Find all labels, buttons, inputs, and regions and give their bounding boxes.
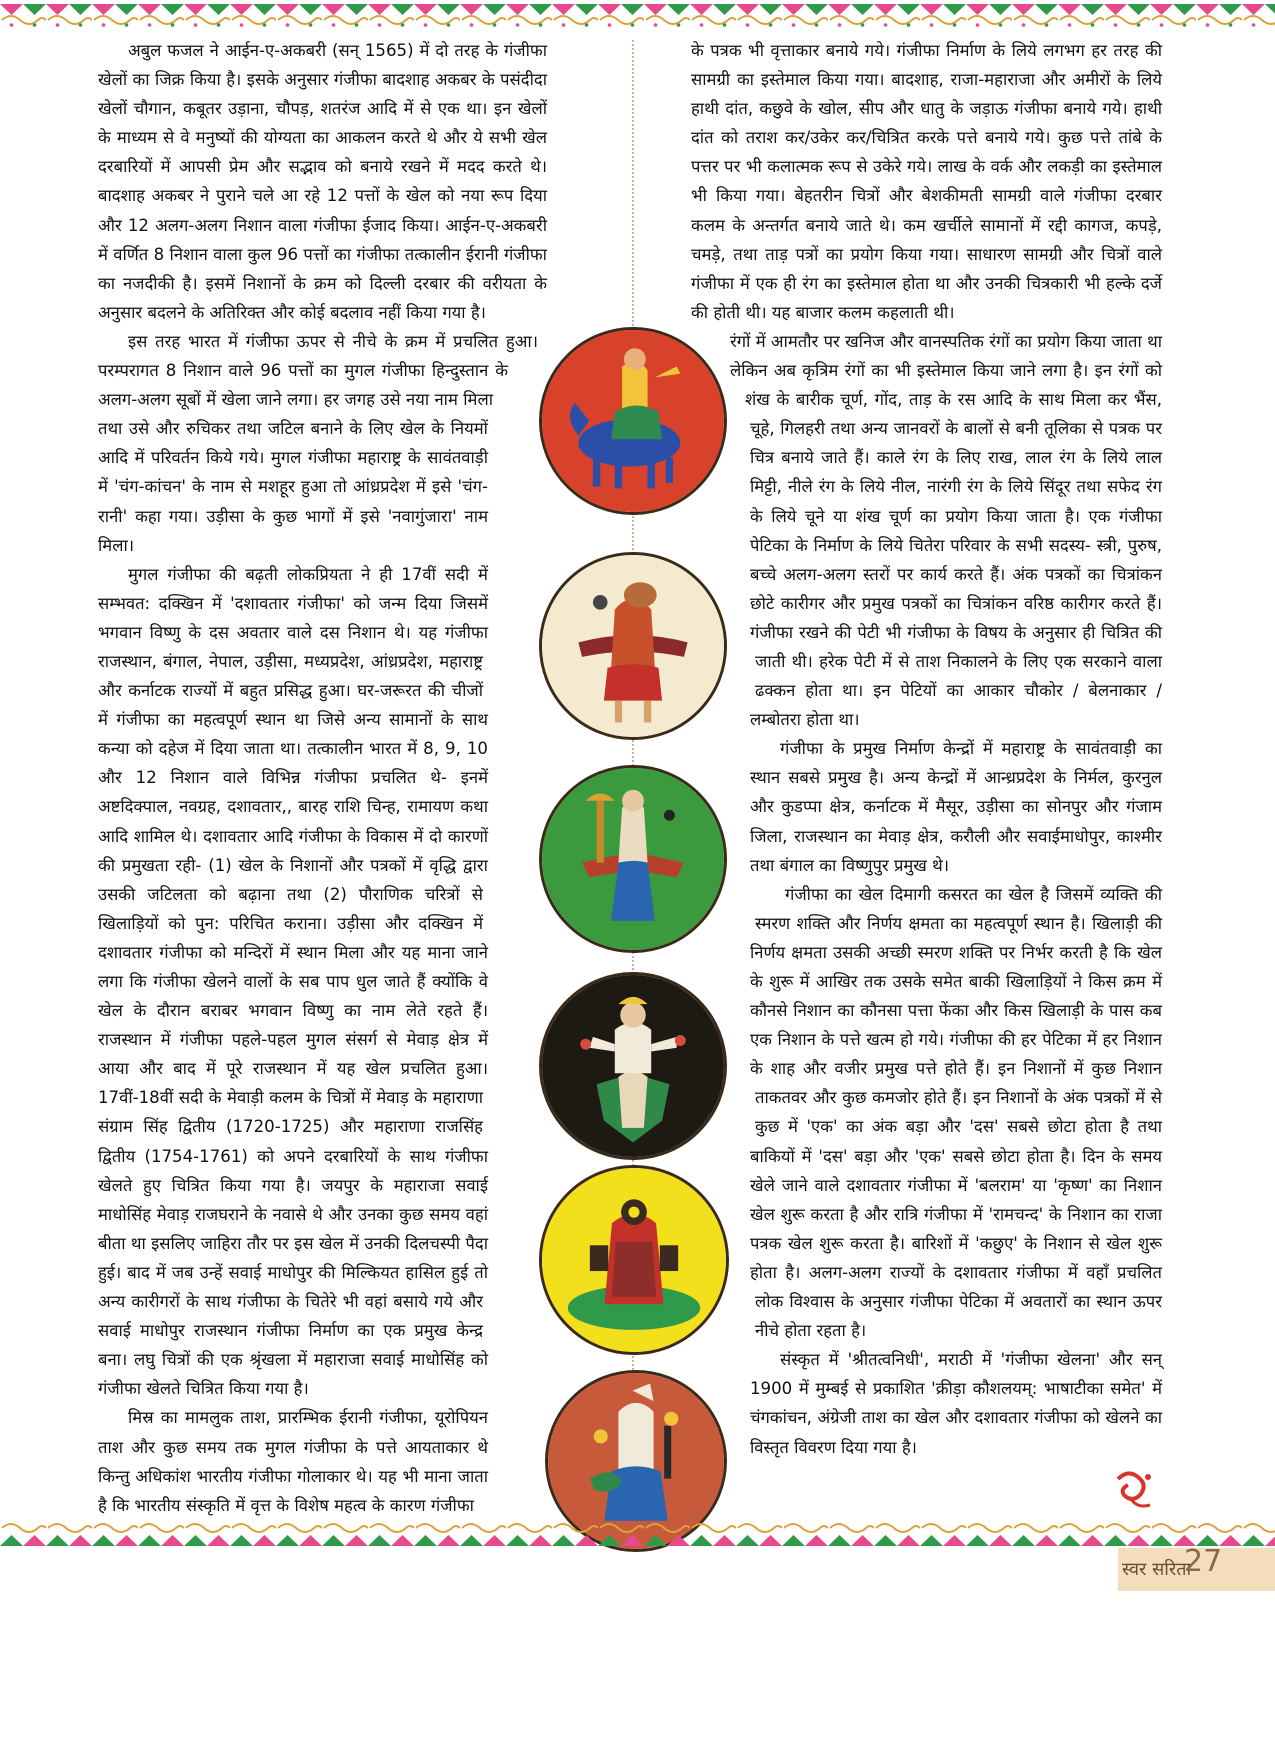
left-paragraph-1: अबुल फजल ने आईन-ए-अकबरी (सन् 1565) में दो तरह के गंजीफा खेलों का जिक्र किया है। इसके अनुसार गंजीफा बादशाह अकबर के पसंदीदा खेलों चौगान, कबूतर उड़ाना, चौपड़, शतरंज आदि में से एक था। इन खेलों के माध्यम से वे मनुष्यों की योग्यता का आकलन करते थे और ये सभी खेल दरबारियों में आपसी प्रेम और सद्भाव को बनाये रखने में मदद करते थे। बादशाह अकबर ने पुराने चले आ रहे 12 पत्तों के खेल को नया रूप दिया और 12 अलग-अलग निशान वाला गंजीफा ईजाद किया। आईन-ए-अकबरी में वर्णित 8 निशान वाला कुल 96 पत्तों का गंजीफा तत्कालीन ईरानी गंजीफा का नजदीकी है। इसमें निशानों के क्रम को दिल्ली दरबार की वरीयता के अनुसार बदलने के अतिरिक्त और कोई बदलाव नहीं किया गया है। <box>98 41 547 322</box>
right-paragraph-2: रंगों में आमतौर पर खनिज और वानस्पतिक रंगों का प्रयोग किया जाता था लेकिन अब कृत्रिम रंगों का भी इस्तेमाल किया जाने लगा है। इन रंगों को शंख के बारीक चूर्ण, गोंद, ताड़ के रस आदि के साथ मिला कर भैंस, चूहे, गिलहरी तथा अन्य जानवरों के बालों से बनी तूलिका से पत्रक पर चित्र बनाये जाते हैं। काले रंग के लिए राख, लाल रंग के लिये लाल मिट्टी, नीले रंग के लिये नील, नारंगी रंग के लिये सिंदूर तथा सफेद रंग के लिये चूने या शंख चूर्ण का प्रयोग किया जाता है। एक गंजीफा पेटिका के निर्माण के लिये चितेरा परिवार के सभी सदस्य- स्त्री, पुरुष, बच्चे अलग-अलग स्तरों पर कार्य करते हैं। अंक पत्रकों का चित्रांकन छोटे कारीगर और प्रमुख पत्रकों का चित्रांकन वरिष्ठ कारीगर करते हैं। गंजीफा रखने की पेटी भी गंजीफा के विषय के अनुसार ही चित्रित की जाती थी। हरेक पेटी में से ताश निकालने के लिए एक सरकाने वाला ढक्कन होता था। इन पेटियों का आकार चौकोर / बेलनाकार / लम्बोतरा होता था। <box>730 331 1162 730</box>
left-paragraph-4: मिस्र का मामलुक ताश, प्रारम्भिक ईरानी गंजीफा, यूरोपियन ताश और कुछ समय तक मुगल गंजीफा के पत्ते आयताकार थे किन्तु अधिकांश भारतीय गंजीफा गोलाकार थे। यह भी माना जाता है कि भारतीय संस्कृति में वृत्त के विशेष महत्व के कारण गंजीफा <box>98 1408 488 1515</box>
roundel-tortoise-avatar <box>539 1165 729 1355</box>
left-paragraph-3: मुगल गंजीफा की बढ़ती लोकप्रियता ने ही 17वीं सदी में सम्भवत: दक्खिन में 'दशावतार गंजीफा' को जन्म दिया जिसमें भगवान विष्णु के दस अवतार वाले दस निशान थे। यह गंजीफा राजस्थान, बंगाल, नेपाल, उड़ीसा, मध्यप्रदेश, आंध्रप्रदेश, महाराष्ट्र और कर्नाटक राज्यों में बहुत प्रसिद्ध हुआ। घर-जरूरत की चीजों में गंजीफा का महत्वपूर्ण स्थान था जिसे अन्य सामानों के साथ कन्या को दहेज में दिया जाता था। तत्कालीन भारत में 8, 9, 10 और 12 निशान वाले विभिन्न गंजीफा प्रचलित थे- इनमें अष्टदिक्पाल, नवग्रह, दशावतार,, बारह राशि चिन्ह, रामायण कथा आदि शामिल थे। दशावतार आदि गंजीफा के विकास में दो कारणों की प्रमुखता रही- (1) खेल के निशानों और पत्रकों में वृद्धि द्वारा उसकी जटिलता को बढ़ाना तथा (2) पौराणिक चरित्रों से खिलाड़ियों को पुन: परिचित कराना। उड़ीसा और दक्खिन में दशावतार गंजीफा को मन्दिरों में स्थान मिला और यह माना जाने लगा कि गंजीफा खेलने वालों के सब पाप धुल जाते हैं क्योंकि वे खेल के दौरान बराबर भगवान विष्णु का नाम लेते रहते हैं। राजस्थान में गंजीफा पहले-पहल मुगल संसर्ग से मेवाड़ क्षेत्र में आया और बाद में पूरे राजस्थान में यह खेल प्रचलित हुआ। 17वीं-18वीं सदी के मेवाड़ी कलम के चित्रों में मेवाड़ के महाराणा संग्राम सिंह द्वितीय (1720-1725) और महाराणा राजसिंह द्वितीय (1754-1761) को अपने दरबारियों के साथ गंजीफा खेलते हुए चित्रित किया गया है। जयपुर के महाराजा सवाई माधोसिंह मेवाड़ राजघराने के नवासे थे और उनका कुछ समय वहां बीता था इसलिए जाहिरा तौर पर इस खेल में उनकी दिलचस्पी पैदा हुई। बाद में जब उन्हें सवाई माधोपुर की मिल्कियत हासिल हुई तो अन्य कारीगरों के साथ गंजीफा के चितेरे भी वहां बसाये गये और सवाई माधोपुर राजस्थान गंजीफा निर्माण का एक प्रमुख केन्द्र बना। लघु चित्रों की एक श्रृंखला में महाराजा सवाई माधोसिंह को गंजीफा खेलते चित्रित किया गया है। <box>98 564 489 1399</box>
bottom-decorative-border <box>0 1520 1275 1548</box>
roundel-figure-green <box>539 765 727 953</box>
roundel-boar-avatar <box>539 552 727 740</box>
right-paragraph-4: गंजीफा का खेल दिमागी कसरत का खेल है जिसमें व्यक्ति की स्मरण शक्ति और निर्णय क्षमता का महत्वपूर्ण स्थान है। खिलाड़ी की निर्णय क्षमता उसकी अच्छी स्मरण शक्ति पर निर्भर करती है कि खेल के शुरू में आखिर तक उसके समेत बाकी खिलाड़ियों ने किस क्रम में कौनसे निशान का कौनसा पत्ता फेंका और किस खिलाड़ी के पास कब एक निशान के पत्ते खत्म हो गये। गंजीफा की हर पेटिका में हर निशान के शाह और वजीर प्रमुख पत्ते होते हैं। इन निशानों में कुछ निशान ताकतवर और कुछ कमजोर होते हैं। इन निशानों के अंक पत्रकों में से कुछ में 'एक' का अंक बड़ा और 'दस' सबसे छोटा होता है तथा बाकियों में 'दस' बड़ा और 'एक' सबसे छोटा होता है। दिन के समय खेले जाने वाले दशावतार गंजीफा में 'बलराम' या 'कृष्ण' का निशान खेल शुरू करता है और रात्रि गंजीफा में 'रामचन्द' के निशान का राजा पत्रक खेल शुरू करता है। बारिशों में 'कछुए' के निशान से खेल शुरू होता है। अलग-अलग राज्यों के दशावतार गंजीफा में वहाँ प्रचलित लोक विश्वास के अनुसार गंजीफा पेटिका में अवतारों का स्थान ऊपर नीचे होता रहता है। <box>750 884 1162 1341</box>
roundel-fish-avatar <box>539 972 727 1160</box>
right-paragraph-5: संस्कृत में 'श्रीतत्वनिधी', मराठी में 'गंजीफा खेलना' और सन् 1900 में मुम्बई से प्रकाशित 'क्रीड़ा कौशलयम्: भाषाटीका समेत' में चंगकांचन, अंग्रेजी ताश का खेल और दशावतार गंजीफा को खेलने का विस्तृत विवरण दिया गया है। <box>750 1350 1162 1457</box>
roundel-horse-rider <box>539 327 727 515</box>
right-text-column <box>690 36 1162 1751</box>
left-text-column <box>98 36 548 1751</box>
magazine-name: स्वर सरिता <box>1122 1559 1192 1580</box>
end-mark-icon <box>1112 1467 1158 1513</box>
page-number: 27 <box>1184 1544 1223 1579</box>
left-paragraph-2: इस तरह भारत में गंजीफा ऊपर से नीचे के क्रम में प्रचलित हुआ। परम्परागत 8 निशान वाले 96 पत्तों का मुगल गंजीफा हिन्दुस्तान के अलग-अलग सूबों में खेला जाने लगा। हर जगह उसे नया नाम मिला तथा उसे और रुचिकर तथा जटिल बनाने के लिए खेल के नियमों आदि में परिवर्तन किये गये। मुगल गंजीफा महाराष्ट्र के सावंतवाड़ी में 'चंग-कांचन' के नाम से मशहूर हुआ तो आंध्रप्रदेश में इसे 'चंग-रानी' कहा गया। उड़ीसा के कुछ भागों में इसे 'नवागुंजारा' नाम मिला। <box>98 331 538 555</box>
right-paragraph-1: के पत्रक भी वृत्ताकार बनाये गये। गंजीफा निर्माण के लिये लगभग हर तरह की सामग्री का इस्तेमाल किया गया। बादशाह, राजा-महाराजा और अमीरों के लिये हाथी दांत, कछुवे के खोल, सीप और धातु के जड़ाऊ गंजीफा बनाये गये। हाथी दांत को तराश कर/उकेर कर/चित्रित करके पत्ते बनाये गये। कुछ पत्ते तांबे के पत्तर पर भी कलात्मक रूप से उकेरे गये। लाख के वर्क और लकड़ी का इस्तेमाल भी किया गया। बेहतरीन चित्रों और बेशकीमती सामग्री वाले गंजीफा दरबार कलम के अन्तर्गत बनाये जाते थे। कम खर्चीले सामानों में रद्दी कागज, कपड़े, चमड़े, तथा ताड़ पत्रों का प्रयोग किया गया। साधारण सामग्री और चित्रों वाले गंजीफा में एक ही रंग का इस्तेमाल होता था और उनकी चित्रकारी भी हल्के दर्जे की होती थी। यह बाजार कलम कहलाती थी। <box>691 41 1162 322</box>
right-paragraph-3: गंजीफा के प्रमुख निर्माण केन्द्रों में महाराष्ट्र के सावंतवाड़ी का स्थान सबसे प्रमुख है। अन्य केन्द्रों में आन्ध्रप्रदेश के निर्मल, कुरनुल और कुडप्पा क्षेत्र, कर्नाटक में मैसूर, उड़ीसा का सोनपुर और गंजाम जिला, राजस्थान का मेवाड़ क्षेत्र, करौली और सवाईमाधोपुर, काश्मीर तथा बंगाल का विष्णुपुर प्रमुख थे। <box>750 739 1162 875</box>
top-decorative-border <box>0 0 1275 30</box>
